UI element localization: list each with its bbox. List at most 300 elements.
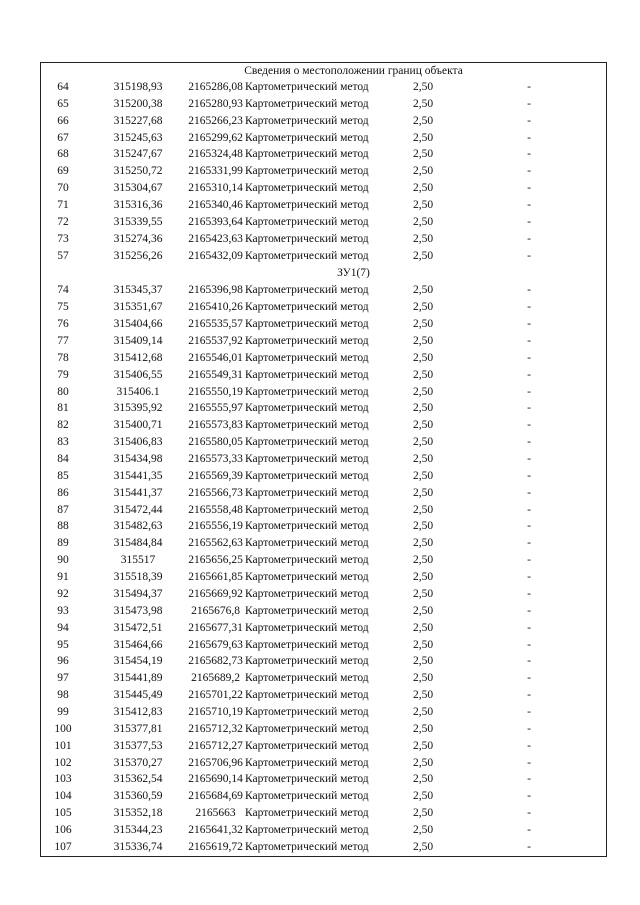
- x-coordinate: 315395,92: [113, 402, 163, 415]
- accuracy-value: 2,50: [412, 97, 434, 110]
- determination-method: Картометрический метод: [245, 385, 369, 398]
- x-coordinate: 315454,19: [113, 655, 163, 668]
- x-coordinate: 315227,68: [113, 114, 163, 127]
- x-coordinate: 315274,36: [113, 232, 163, 245]
- point-number: 86: [57, 486, 69, 499]
- accuracy-value: 2,50: [412, 840, 434, 853]
- determination-method: Картометрический метод: [245, 689, 369, 702]
- table-row: [41, 502, 606, 519]
- table-row: [41, 146, 606, 163]
- y-coordinate: 2165393,64: [188, 215, 243, 228]
- accuracy-value: 2,50: [412, 215, 434, 228]
- table-body: [41, 79, 606, 856]
- description-dash: -: [527, 840, 531, 853]
- x-coordinate: 315441,37: [113, 486, 163, 499]
- point-number: 71: [57, 199, 69, 212]
- description-dash: -: [527, 773, 531, 786]
- table-row: [41, 163, 606, 180]
- description-dash: -: [527, 284, 531, 297]
- table-row: [41, 822, 606, 839]
- table-row: [41, 839, 606, 856]
- y-coordinate: 2165679,63: [188, 638, 243, 651]
- description-dash: -: [527, 689, 531, 702]
- x-coordinate: 315445,49: [113, 689, 163, 702]
- x-coordinate: 315256,26: [113, 249, 163, 262]
- y-coordinate: 2165555,97: [188, 402, 243, 415]
- point-number: 104: [54, 790, 72, 803]
- determination-method: Картометрический метод: [245, 351, 369, 364]
- determination-method: Картометрический метод: [245, 571, 369, 584]
- accuracy-value: 2,50: [412, 318, 434, 331]
- description-dash: -: [527, 621, 531, 634]
- determination-method: Картометрический метод: [245, 469, 369, 482]
- x-coordinate: 315473,98: [113, 604, 163, 617]
- point-number: 70: [57, 182, 69, 195]
- y-coordinate: 2165299,62: [188, 131, 243, 144]
- x-coordinate: 315345,37: [113, 284, 163, 297]
- accuracy-value: 2,50: [412, 335, 434, 348]
- point-number: 92: [57, 587, 69, 600]
- y-coordinate: 2165556,19: [188, 520, 243, 533]
- determination-method: Картометрический метод: [245, 165, 369, 178]
- determination-method: Картометрический метод: [245, 823, 369, 836]
- y-coordinate: 2165641,32: [188, 823, 243, 836]
- table-row: [41, 468, 606, 485]
- accuracy-value: 2,50: [412, 790, 434, 803]
- table-row: [41, 653, 606, 670]
- x-coordinate: 315434,98: [113, 453, 163, 466]
- determination-method: Картометрический метод: [245, 215, 369, 228]
- point-number: 96: [57, 655, 69, 668]
- determination-method: Картометрический метод: [245, 486, 369, 499]
- x-coordinate: 315198,93: [113, 81, 163, 93]
- accuracy-value: 2,50: [412, 773, 434, 786]
- y-coordinate: 2165682,73: [188, 655, 243, 668]
- description-dash: -: [527, 81, 531, 93]
- point-number: 76: [57, 318, 69, 331]
- table-row: [41, 704, 606, 721]
- determination-method: Картометрический метод: [245, 756, 369, 769]
- accuracy-value: 2,50: [412, 571, 434, 584]
- description-dash: -: [527, 199, 531, 212]
- determination-method: Картометрический метод: [245, 318, 369, 331]
- table-row: [41, 316, 606, 333]
- point-number: 90: [57, 554, 69, 567]
- point-number: 65: [57, 97, 69, 110]
- determination-method: Картометрический метод: [245, 453, 369, 466]
- table-row: [41, 771, 606, 788]
- determination-method: Картометрический метод: [245, 773, 369, 786]
- x-coordinate: 315406,55: [113, 368, 163, 381]
- determination-method: Картометрический метод: [245, 182, 369, 195]
- description-dash: -: [527, 114, 531, 127]
- accuracy-value: 2,50: [412, 114, 434, 127]
- x-coordinate: 315316,36: [113, 199, 163, 212]
- description-dash: -: [527, 823, 531, 836]
- table-row: [41, 738, 606, 755]
- y-coordinate: 2165340,46: [188, 199, 243, 212]
- determination-method: Картометрический метод: [245, 368, 369, 381]
- y-coordinate: 2165712,32: [188, 722, 243, 735]
- y-coordinate: 2165562,63: [188, 537, 243, 550]
- determination-method: Картометрический метод: [245, 436, 369, 449]
- table-row: [41, 197, 606, 214]
- point-number: 75: [57, 301, 69, 314]
- point-number: 68: [57, 148, 69, 161]
- point-number: 107: [54, 840, 72, 853]
- accuracy-value: 2,50: [412, 621, 434, 634]
- table-row: [41, 417, 606, 434]
- table-row: [41, 569, 606, 586]
- y-coordinate: 2165677,31: [188, 621, 243, 634]
- x-coordinate: 315344,23: [113, 823, 163, 836]
- point-number: 64: [57, 81, 69, 93]
- table-row: [41, 721, 606, 738]
- point-number: 100: [54, 722, 72, 735]
- point-number: 97: [57, 672, 69, 685]
- y-coordinate: 2165656,25: [188, 554, 243, 567]
- y-coordinate: 2165684,69: [188, 790, 243, 803]
- description-dash: -: [527, 215, 531, 228]
- x-coordinate: 315464,66: [113, 638, 163, 651]
- determination-method: Картометрический метод: [245, 199, 369, 212]
- accuracy-value: 2,50: [412, 436, 434, 449]
- x-coordinate: 315412,83: [113, 705, 163, 718]
- table-row: [41, 603, 606, 620]
- point-number: 98: [57, 689, 69, 702]
- point-number: 73: [57, 232, 69, 245]
- x-coordinate: 315484,84: [113, 537, 163, 550]
- accuracy-value: 2,50: [412, 368, 434, 381]
- description-dash: -: [527, 335, 531, 348]
- point-number: 74: [57, 284, 69, 297]
- point-number: 93: [57, 604, 69, 617]
- determination-method: Картометрический метод: [245, 587, 369, 600]
- section-label: ЗУ1(7): [337, 267, 370, 280]
- x-coordinate: 315406,83: [113, 436, 163, 449]
- y-coordinate: 2165661,85: [188, 571, 243, 584]
- table-row: [41, 231, 606, 248]
- y-coordinate: 2165663: [195, 807, 236, 820]
- description-dash: -: [527, 503, 531, 516]
- x-coordinate: 315472,51: [113, 621, 163, 634]
- description-dash: -: [527, 705, 531, 718]
- x-coordinate: 315336,74: [113, 840, 163, 853]
- determination-method: Картометрический метод: [245, 790, 369, 803]
- determination-method: Картометрический метод: [245, 705, 369, 718]
- table-row: [41, 400, 606, 417]
- y-coordinate: 2165535,57: [188, 318, 243, 331]
- table-row: [41, 282, 606, 299]
- description-dash: -: [527, 520, 531, 533]
- point-number: 78: [57, 351, 69, 364]
- accuracy-value: 2,50: [412, 351, 434, 364]
- table-row: [41, 451, 606, 468]
- description-dash: -: [527, 232, 531, 245]
- accuracy-value: 2,50: [412, 587, 434, 600]
- y-coordinate: 2165280,93: [188, 97, 243, 110]
- table-row: [41, 805, 606, 822]
- determination-method: Картометрический метод: [245, 503, 369, 516]
- accuracy-value: 2,50: [412, 486, 434, 499]
- table-row: [41, 333, 606, 350]
- y-coordinate: 2165324,48: [188, 148, 243, 161]
- description-dash: -: [527, 672, 531, 685]
- determination-method: Картометрический метод: [245, 131, 369, 144]
- point-number: 84: [57, 453, 69, 466]
- y-coordinate: 2165689,2: [191, 672, 240, 685]
- y-coordinate: 2165710,19: [188, 705, 243, 718]
- determination-method: Картометрический метод: [245, 655, 369, 668]
- x-coordinate: 315377,81: [113, 722, 163, 735]
- x-coordinate: 315441,35: [113, 469, 163, 482]
- point-number: 105: [54, 807, 72, 820]
- y-coordinate: 2165423,63: [188, 232, 243, 245]
- description-dash: -: [527, 249, 531, 262]
- accuracy-value: 2,50: [412, 469, 434, 482]
- description-dash: -: [527, 537, 531, 550]
- x-coordinate: 315351,67: [113, 301, 163, 314]
- y-coordinate: 2165566,73: [188, 486, 243, 499]
- y-coordinate: 2165310,14: [188, 182, 243, 195]
- table-row: [41, 79, 606, 96]
- y-coordinate: 2165331,99: [188, 165, 243, 178]
- accuracy-value: 2,50: [412, 249, 434, 262]
- description-dash: -: [527, 182, 531, 195]
- x-coordinate: 315247,67: [113, 148, 163, 161]
- determination-method: Картометрический метод: [245, 554, 369, 567]
- accuracy-value: 2,50: [412, 81, 434, 93]
- description-dash: -: [527, 453, 531, 466]
- accuracy-value: 2,50: [412, 301, 434, 314]
- x-coordinate: 315472,44: [113, 503, 163, 516]
- point-number: 57: [57, 249, 69, 262]
- accuracy-value: 2,50: [412, 385, 434, 398]
- accuracy-value: 2,50: [412, 604, 434, 617]
- point-number: 81: [57, 402, 69, 415]
- table-row: [41, 788, 606, 805]
- point-number: 82: [57, 419, 69, 432]
- accuracy-value: 2,50: [412, 537, 434, 550]
- accuracy-value: 2,50: [412, 655, 434, 668]
- description-dash: -: [527, 587, 531, 600]
- point-number: 89: [57, 537, 69, 550]
- determination-method: Картометрический метод: [245, 840, 369, 853]
- description-dash: -: [527, 469, 531, 482]
- description-dash: -: [527, 571, 531, 584]
- description-dash: -: [527, 739, 531, 752]
- determination-method: Картометрический метод: [245, 114, 369, 127]
- table-row: [41, 485, 606, 502]
- table-row: [41, 687, 606, 704]
- x-coordinate: 315377,53: [113, 739, 163, 752]
- x-coordinate: 315409,14: [113, 335, 163, 348]
- x-coordinate: 315360,59: [113, 790, 163, 803]
- determination-method: Картометрический метод: [245, 672, 369, 685]
- description-dash: -: [527, 402, 531, 415]
- determination-method: Картометрический метод: [245, 621, 369, 634]
- point-number: 85: [57, 469, 69, 482]
- x-coordinate: 315362,54: [113, 773, 163, 786]
- accuracy-value: 2,50: [412, 520, 434, 533]
- table-row: [41, 637, 606, 654]
- y-coordinate: 2165550,19: [188, 385, 243, 398]
- point-number: 72: [57, 215, 69, 228]
- table-row: [41, 113, 606, 130]
- determination-method: Картометрический метод: [245, 232, 369, 245]
- accuracy-value: 2,50: [412, 199, 434, 212]
- description-dash: -: [527, 385, 531, 398]
- table-row: [41, 620, 606, 637]
- table-row: [41, 130, 606, 147]
- description-dash: -: [527, 807, 531, 820]
- x-coordinate: 315441,89: [113, 672, 163, 685]
- determination-method: Картометрический метод: [245, 722, 369, 735]
- y-coordinate: 2165537,92: [188, 335, 243, 348]
- description-dash: -: [527, 554, 531, 567]
- description-dash: -: [527, 419, 531, 432]
- description-dash: -: [527, 148, 531, 161]
- accuracy-value: 2,50: [412, 284, 434, 297]
- y-coordinate: 2165266,23: [188, 114, 243, 127]
- description-dash: -: [527, 165, 531, 178]
- accuracy-value: 2,50: [412, 807, 434, 820]
- accuracy-value: 2,50: [412, 148, 434, 161]
- y-coordinate: 2165558,48: [188, 503, 243, 516]
- point-number: 103: [54, 773, 72, 786]
- table-row: [41, 518, 606, 535]
- determination-method: Картометрический метод: [245, 335, 369, 348]
- point-number: 83: [57, 436, 69, 449]
- accuracy-value: 2,50: [412, 554, 434, 567]
- table-row: [41, 586, 606, 603]
- table-row: [41, 214, 606, 231]
- determination-method: Картометрический метод: [245, 81, 369, 93]
- y-coordinate: 2165569,39: [188, 469, 243, 482]
- accuracy-value: 2,50: [412, 705, 434, 718]
- description-dash: -: [527, 638, 531, 651]
- y-coordinate: 2165546,01: [188, 351, 243, 364]
- point-number: 80: [57, 385, 69, 398]
- determination-method: Картометрический метод: [245, 249, 369, 262]
- description-dash: -: [527, 790, 531, 803]
- point-number: 99: [57, 705, 69, 718]
- table-row: [41, 755, 606, 772]
- description-dash: -: [527, 131, 531, 144]
- x-coordinate: 315517: [120, 554, 156, 567]
- table-row: [41, 384, 606, 401]
- point-number: 79: [57, 368, 69, 381]
- accuracy-value: 2,50: [412, 739, 434, 752]
- x-coordinate: 315370,27: [113, 756, 163, 769]
- description-dash: -: [527, 604, 531, 617]
- description-dash: -: [527, 97, 531, 110]
- description-dash: -: [527, 655, 531, 668]
- table-row: [41, 180, 606, 197]
- accuracy-value: 2,50: [412, 672, 434, 685]
- y-coordinate: 2165619,72: [188, 840, 243, 853]
- description-dash: -: [527, 486, 531, 499]
- point-number: 95: [57, 638, 69, 651]
- y-coordinate: 2165410,26: [188, 301, 243, 314]
- point-number: 94: [57, 621, 69, 634]
- y-coordinate: 2165690,14: [188, 773, 243, 786]
- y-coordinate: 2165712,27: [188, 739, 243, 752]
- y-coordinate: 2165669,92: [188, 587, 243, 600]
- x-coordinate: 315339,55: [113, 215, 163, 228]
- table-row: [41, 670, 606, 687]
- description-dash: -: [527, 722, 531, 735]
- accuracy-value: 2,50: [412, 756, 434, 769]
- x-coordinate: 315400,71: [113, 419, 163, 432]
- determination-method: Картометрический метод: [245, 402, 369, 415]
- point-number: 66: [57, 114, 69, 127]
- description-dash: -: [527, 351, 531, 364]
- table-row: [41, 299, 606, 316]
- x-coordinate: 315200,38: [113, 97, 163, 110]
- y-coordinate: 2165701,22: [188, 689, 243, 702]
- accuracy-value: 2,50: [412, 689, 434, 702]
- point-number: 67: [57, 131, 69, 144]
- description-dash: -: [527, 318, 531, 331]
- accuracy-value: 2,50: [412, 232, 434, 245]
- boundary-coordinates-table: [40, 62, 607, 857]
- accuracy-value: 2,50: [412, 402, 434, 415]
- determination-method: Картометрический метод: [245, 419, 369, 432]
- table-row: [41, 552, 606, 569]
- y-coordinate: 2165286,08: [188, 81, 243, 93]
- y-coordinate: 2165676,8: [191, 604, 240, 617]
- description-dash: -: [527, 301, 531, 314]
- table-row: [41, 350, 606, 367]
- x-coordinate: 315352,18: [113, 807, 163, 820]
- accuracy-value: 2,50: [412, 131, 434, 144]
- determination-method: Картометрический метод: [245, 284, 369, 297]
- x-coordinate: 315404,66: [113, 318, 163, 331]
- table-row: [41, 96, 606, 113]
- determination-method: Картометрический метод: [245, 301, 369, 314]
- point-number: 91: [57, 571, 69, 584]
- table-row: [41, 434, 606, 451]
- y-coordinate: 2165580,05: [188, 436, 243, 449]
- accuracy-value: 2,50: [412, 182, 434, 195]
- description-dash: -: [527, 368, 531, 381]
- determination-method: Картометрический метод: [245, 97, 369, 110]
- point-number: 87: [57, 503, 69, 516]
- x-coordinate: 315245,63: [113, 131, 163, 144]
- y-coordinate: 2165706,96: [188, 756, 243, 769]
- point-number: 69: [57, 165, 69, 178]
- determination-method: Картометрический метод: [245, 739, 369, 752]
- x-coordinate: 315250,72: [113, 165, 163, 178]
- accuracy-value: 2,50: [412, 638, 434, 651]
- y-coordinate: 2165396,98: [188, 284, 243, 297]
- point-number: 106: [54, 823, 72, 836]
- table-row: [41, 367, 606, 384]
- x-coordinate: 315482,63: [113, 520, 163, 533]
- determination-method: Картометрический метод: [245, 148, 369, 161]
- accuracy-value: 2,50: [412, 419, 434, 432]
- accuracy-value: 2,50: [412, 503, 434, 516]
- accuracy-value: 2,50: [412, 165, 434, 178]
- y-coordinate: 2165549,31: [188, 368, 243, 381]
- point-number: 77: [57, 335, 69, 348]
- x-coordinate: 315412,68: [113, 351, 163, 364]
- determination-method: Картометрический метод: [245, 604, 369, 617]
- x-coordinate: 315406.1: [116, 385, 160, 398]
- x-coordinate: 315494,37: [113, 587, 163, 600]
- table-row: [41, 535, 606, 552]
